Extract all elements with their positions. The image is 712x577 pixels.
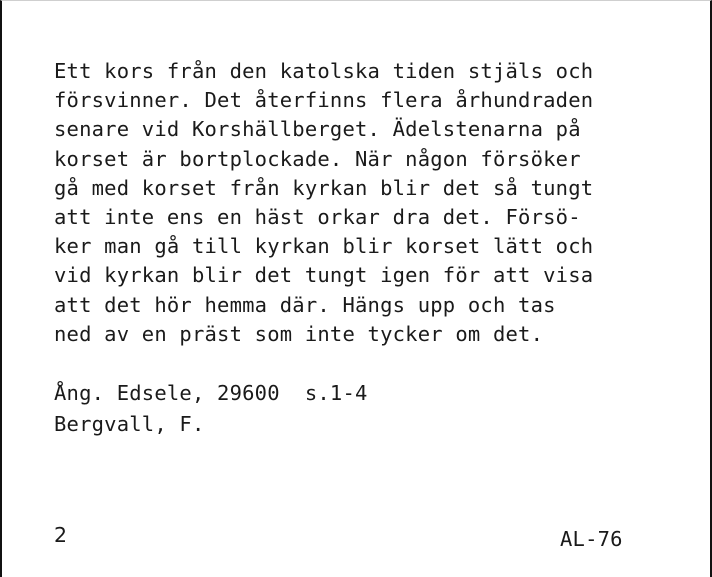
card-code: AL-76 — [560, 527, 623, 551]
text-line: ned av en präst som inte tycker om det. — [54, 321, 544, 346]
text-line: vid kyrkan blir det tungt igen för att visa — [54, 263, 594, 288]
source-line: Ång. Edsele, 29600 s.1-4 — [54, 381, 368, 405]
source-reference — [54, 378, 368, 440]
text-line: att det hör hemma där. Hängs upp och tas — [54, 292, 556, 317]
author-line: Bergvall, F. — [54, 412, 205, 436]
text-line: gå med korset från kyrkan blir det så tungt — [54, 175, 594, 200]
text-line: ker man gå till kyrkan blir korset lätt och — [54, 234, 594, 259]
text-line: korset är bortplockade. När någon försöker — [54, 146, 581, 171]
text-line: försvinner. Det återfinns flera århundraden — [54, 88, 594, 113]
text-line: att inte ens en häst orkar dra det. Försö- — [54, 205, 581, 230]
legend-text — [54, 57, 593, 349]
text-line: senare vid Korshällberget. Ädelstenarna på — [54, 117, 581, 142]
card-number: 2 — [54, 523, 68, 547]
text-line: Ett kors från den katolska tiden stjäls och — [54, 59, 594, 83]
